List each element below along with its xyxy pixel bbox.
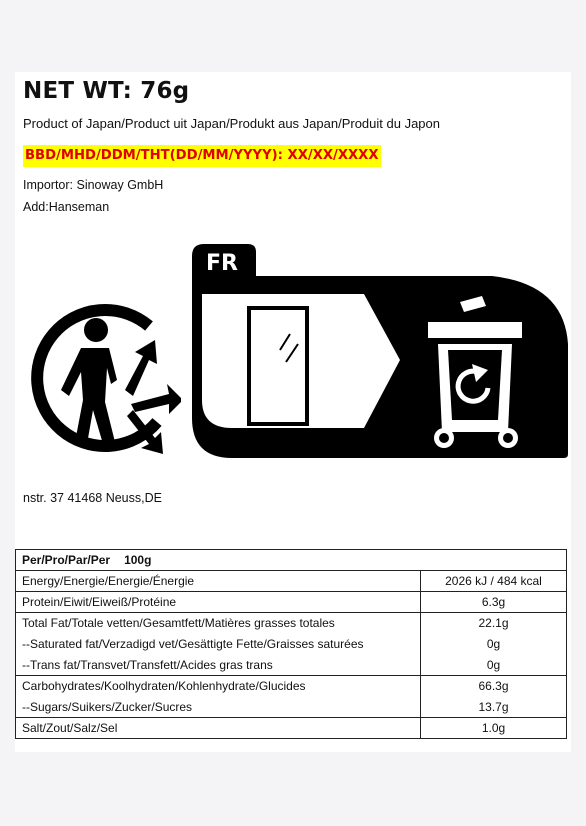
triman-logo-icon: [31, 292, 181, 467]
nutrient-value: 2026 kJ / 484 kcal: [421, 571, 567, 592]
net-weight: NET WT: 76g: [23, 78, 190, 104]
nutrient-name: Energy/Energie/Energie/Énergie: [16, 571, 421, 592]
region-code: FR: [206, 251, 238, 276]
nutrient-name: --Trans fat/Transvet/Transfett/Acides gras trans: [16, 655, 421, 676]
table-row: [16, 634, 567, 655]
table-row: [16, 697, 567, 718]
table-row: [16, 718, 567, 739]
importer-name: Importor: Sinoway GmbH: [23, 178, 164, 192]
nutrient-value: 0g: [421, 655, 567, 676]
info-tri-recycling-logo: [192, 244, 574, 462]
table-row: [16, 613, 567, 634]
table-row: [16, 571, 567, 592]
nutrient-name: Protein/Eiwit/Eiweiß/Protéine: [16, 592, 421, 613]
importer-address-line2: nstr. 37 41468 Neuss,DE: [23, 491, 162, 505]
nutrient-name: --Sugars/Suikers/Zucker/Sucres: [16, 697, 421, 718]
nutrient-value: 13.7g: [421, 697, 567, 718]
nutrient-name: Total Fat/Totale vetten/Gesamtfett/Matières grasses totales: [16, 613, 421, 634]
nutrient-name: Salt/Zout/Salz/Sel: [16, 718, 421, 739]
nutrition-header-row: [16, 550, 567, 571]
nutrient-value: 22.1g: [421, 613, 567, 634]
nutrient-value: 0g: [421, 634, 567, 655]
country-of-origin: Product of Japan/Product uit Japan/Produkt aus Japan/Produit du Japon: [23, 116, 440, 131]
nutrition-table: [15, 549, 567, 739]
nutrient-name: Carbohydrates/Koolhydraten/Kohlenhydrate/Glucides: [16, 676, 421, 697]
nutrition-header-label: Per/Pro/Par/Per: [22, 553, 111, 567]
nutrient-value: 66.3g: [421, 676, 567, 697]
best-before-date: BBD/MHD/DDM/THT(DD/MM/YYYY): XX/XX/XXXX: [23, 145, 381, 167]
table-row: [16, 592, 567, 613]
importer-address-line1: Add:Hanseman: [23, 200, 110, 214]
nutrient-value: 1.0g: [421, 718, 567, 739]
table-row: [16, 655, 567, 676]
nutrient-name: --Saturated fat/Verzadigd vet/Gesättigte Fette/Graisses saturées: [16, 634, 421, 655]
nutrition-header-basis: 100g: [124, 553, 152, 567]
table-row: [16, 676, 567, 697]
nutrient-value: 6.3g: [421, 592, 567, 613]
